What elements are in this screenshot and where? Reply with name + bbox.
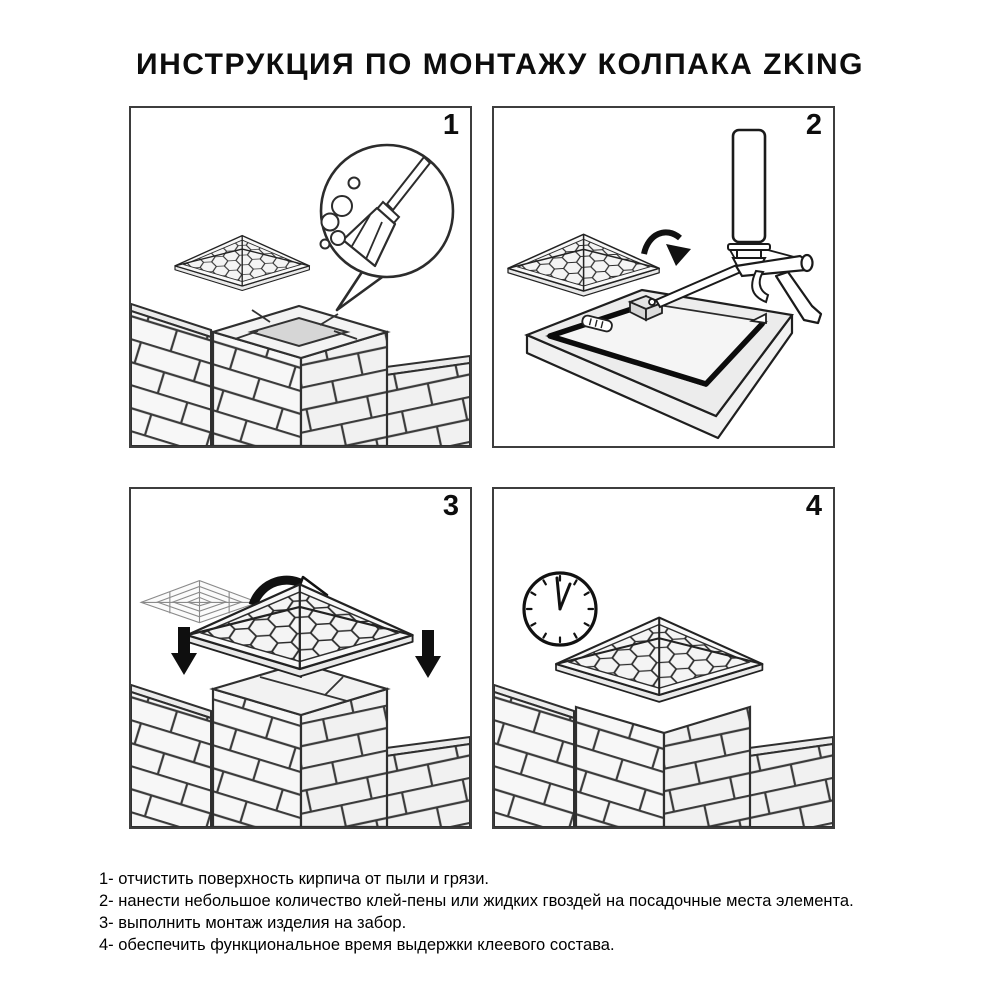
instruction-line-4: 4- обеспечить функциональное время выдержки клеевого состава.	[99, 936, 615, 954]
step-number-3: 3	[442, 490, 459, 522]
brick-pillar-closed-top	[213, 663, 387, 827]
panel-grid	[129, 106, 835, 829]
step-number-2: 2	[805, 109, 822, 141]
foam-gun	[649, 130, 821, 323]
panel-3-illustration	[131, 489, 470, 827]
instruction-list	[99, 868, 959, 956]
gun-trigger	[752, 271, 768, 302]
clock-icon	[524, 573, 596, 645]
panel-step-4	[492, 487, 835, 829]
instruction-line-2: 2- нанести небольшое количество клей-пены или жидких гвоздей на посадочные места элемента.	[99, 892, 854, 910]
foam-canister	[733, 130, 765, 242]
panel-2-illustration	[494, 108, 833, 446]
step-number-1: 1	[442, 109, 459, 141]
gun-nozzle	[649, 299, 655, 305]
instruction-line-3: 3- выполнить монтаж изделия на забор.	[99, 914, 407, 932]
speech-bubble	[321, 145, 454, 310]
panel-step-1	[129, 106, 472, 448]
brick-pillar-open-top	[213, 306, 387, 446]
down-arrow-right	[415, 630, 441, 678]
flip-arrow-icon	[644, 232, 691, 266]
cap-top-view-small	[175, 236, 309, 291]
page-title: ИНСТРУКЦИЯ ПО МОНТАЖУ КОЛПАКА ZKING	[136, 48, 864, 82]
panel-1-illustration	[131, 108, 470, 446]
step-number-4: 4	[805, 490, 822, 522]
panel-step-3	[129, 487, 472, 829]
panel-step-2	[492, 106, 835, 448]
cap-top-view-small	[508, 234, 659, 296]
instruction-line-1: 1- отчистить поверхность кирпича от пыли и грязи.	[99, 870, 489, 888]
brick-pillar-capped	[576, 707, 750, 827]
cap-underside-tray	[527, 290, 792, 438]
panel-4-illustration	[494, 489, 833, 827]
